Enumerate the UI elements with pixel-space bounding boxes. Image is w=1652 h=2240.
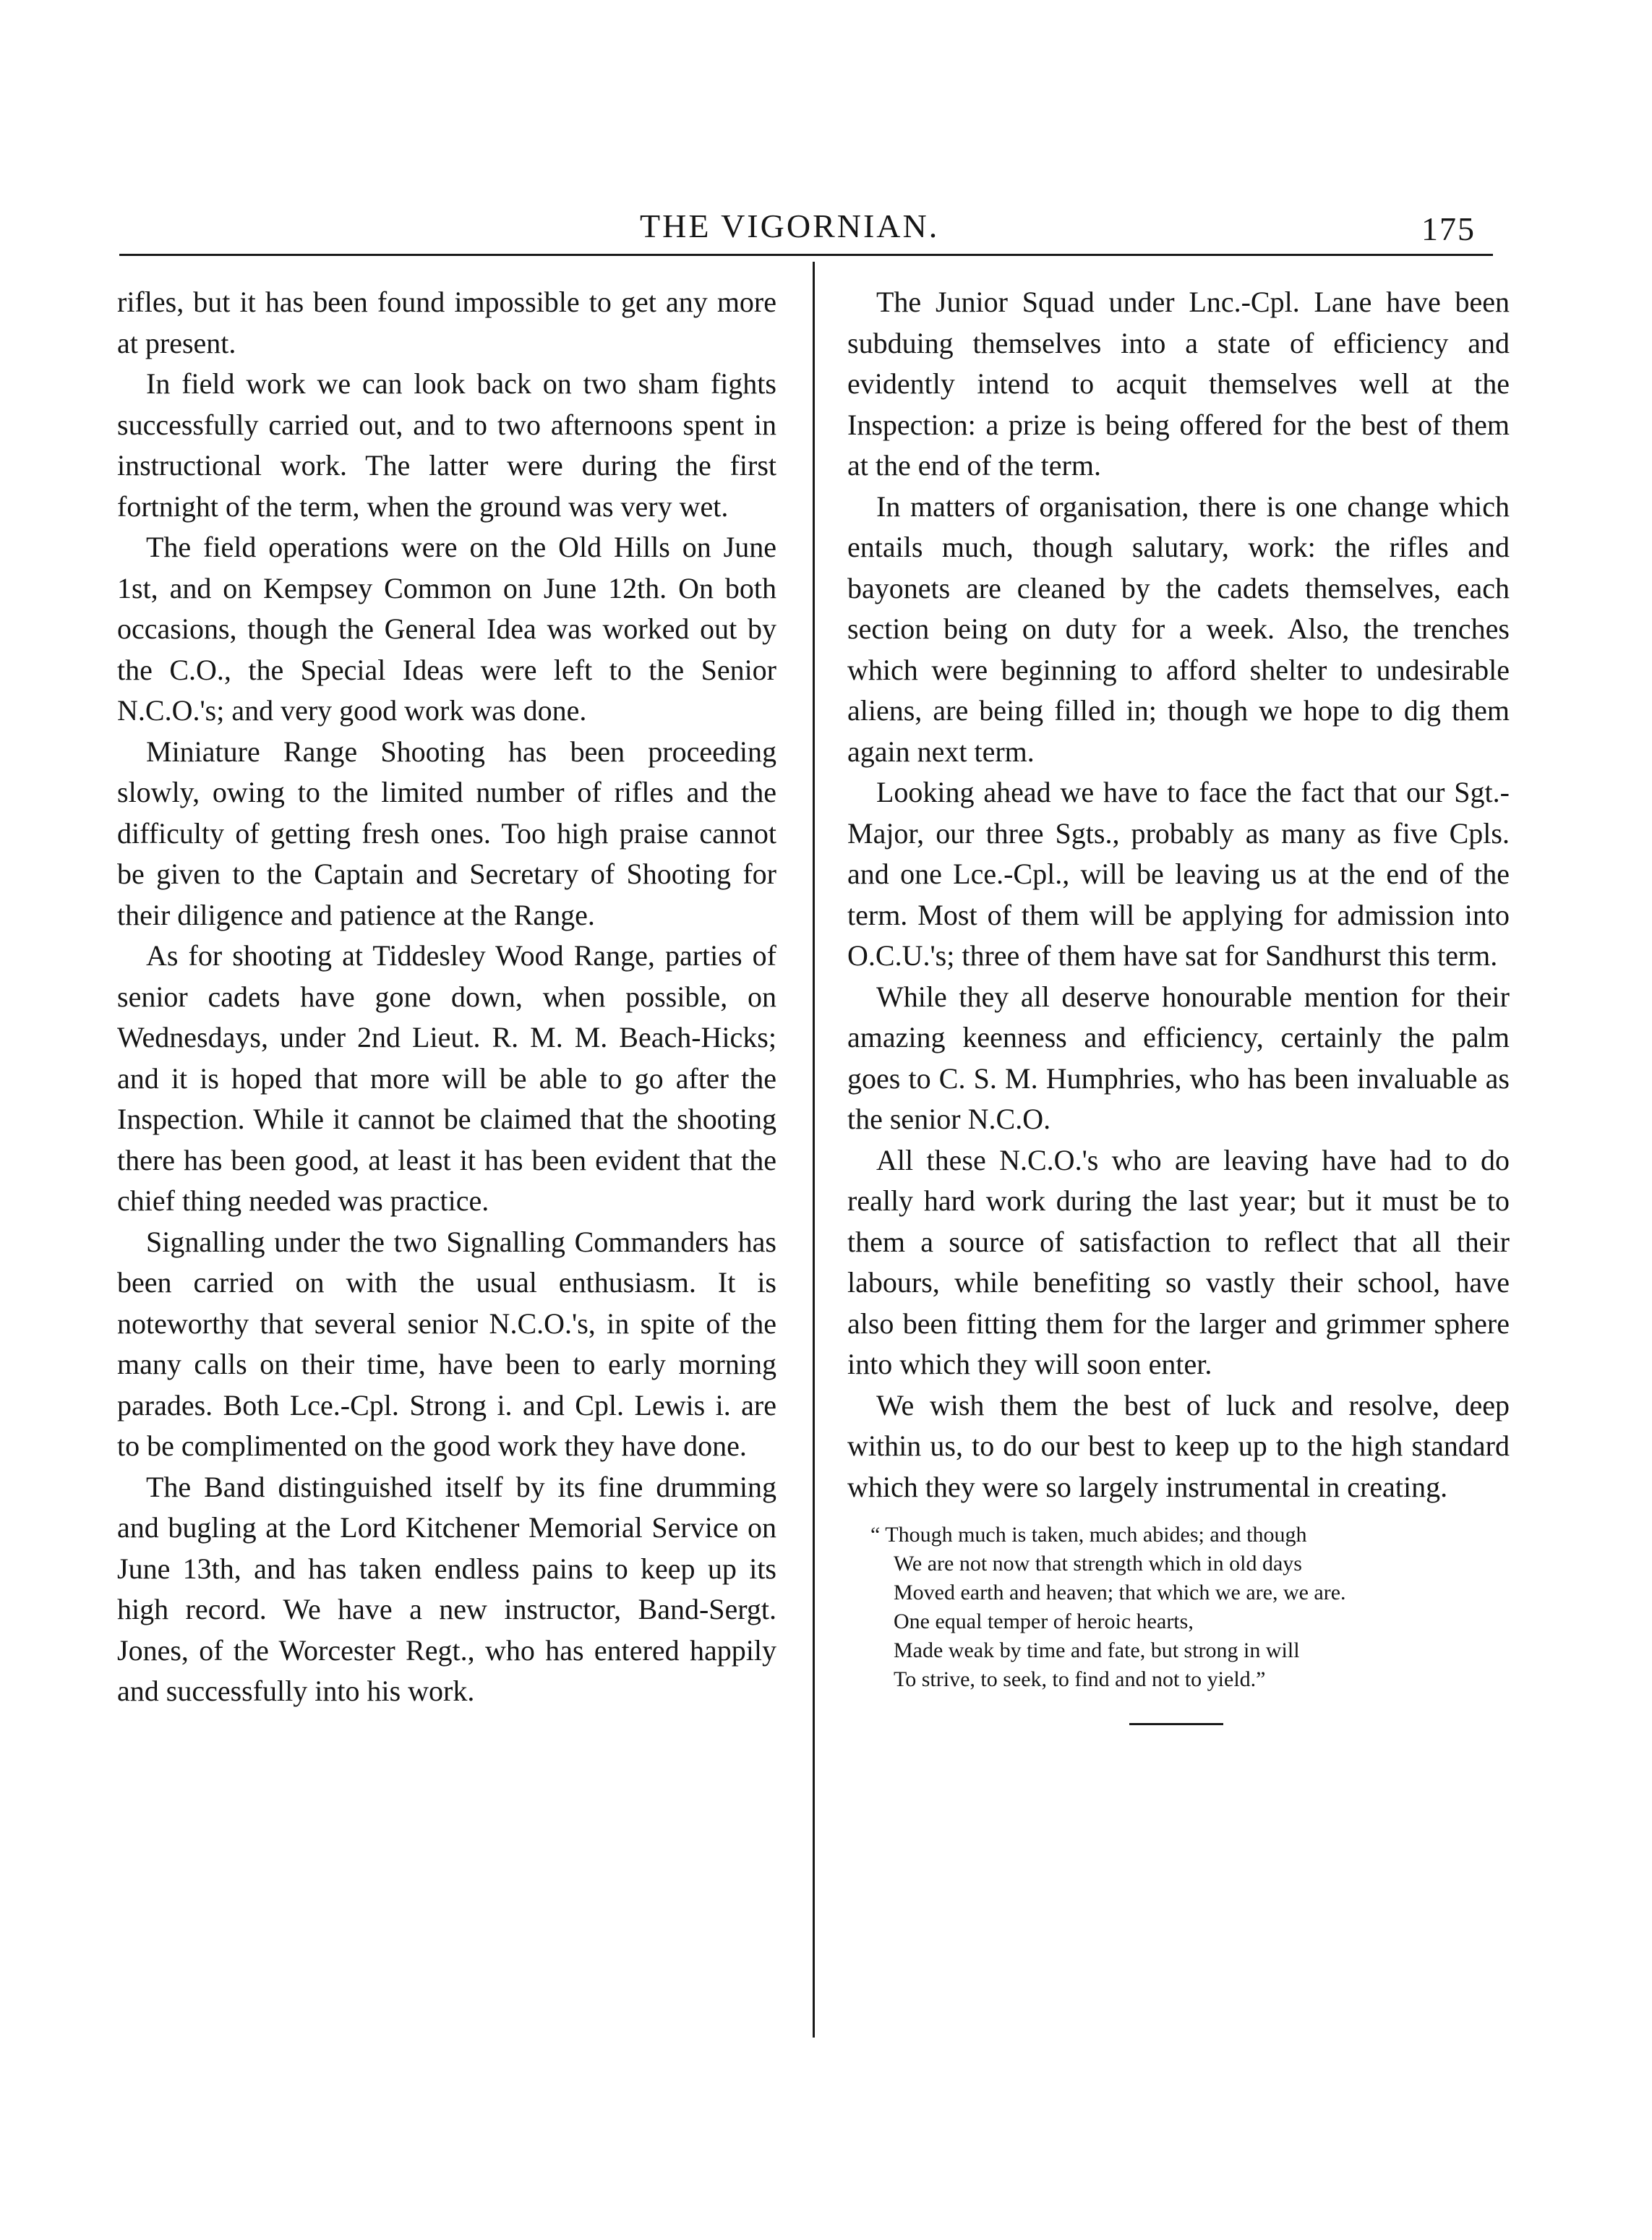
poem-line: We are not now that strength which in old days: [894, 1552, 1302, 1576]
left-column: [117, 282, 776, 1712]
page-number: 175: [1421, 210, 1476, 247]
paragraph: Signalling under the two Signalling Commanders has been carried on with the usual enthusiasm. It is noteworthy that several senior N.C.O.'s, in spite of the many calls on their time, have been to early morning parades. Both Lce.-Cpl. Strong i. and Cpl. Lewis i. are to be complimented on the good work they have done.: [117, 1225, 776, 1462]
poem-line: Moved earth and heaven; that which we are, we are.: [894, 1581, 1346, 1604]
header-rule: [119, 254, 1493, 256]
poem-quotation: [870, 1521, 1510, 1694]
poem-line: Made weak by time and fate, but strong in will: [894, 1638, 1300, 1662]
paragraph: We wish them the best of luck and resolve, deep within us, to do our best to keep up to the high standard which they were so largely instrumental in creating.: [847, 1388, 1510, 1503]
right-column: [847, 282, 1510, 1725]
paragraph: All these N.C.O.'s who are leaving have had to do really hard work during the last year; but it must be to them a source of satisfaction to reflect that all their labours, while benefiting so vastly their school, have also been fitting them for the larger and grimmer sphere into which they will soon enter.: [847, 1143, 1510, 1380]
end-rule: [1129, 1723, 1223, 1725]
paragraph: In field work we can look back on two sham fights successfully carried out, and to two afternoons spent in instructional work. The latter were during the first fortnight of the term, when the ground was very wet.: [117, 367, 776, 523]
paragraph: As for shooting at Tiddesley Wood Range, parties of senior cadets have gone down, when possible, on Wednesdays, under 2nd Lieut. R. M. M. Beach-Hicks; and it is hoped that more will be able to go after the Inspection. While it cannot be claimed that the shooting there has been good, at least it has been evident that the chief thing needed was practice.: [117, 939, 776, 1217]
paragraph: Miniature Range Shooting has been proceeding slowly, owing to the limited number of rifles and the difficulty of getting fresh ones. Too high praise cannot be given to the Captain and Secretary of Shooting for their diligence and patience at the Range.: [117, 735, 776, 931]
paragraph: In matters of organisation, there is one change which entails much, though salutary, work: the rifles and bayonets are cleaned by the cadets themselves, each section being on duty for a week. Also, the trenches which were beginning to afford shelter to undesirable aliens, are being filled in; though we hope to dig them again next term.: [847, 490, 1510, 768]
running-title: THE VIGORNIAN.: [640, 208, 940, 244]
paragraph: The field operations were on the Old Hills on June 1st, and on Kempsey Common on June 12th. On both occasions, though the General Idea was worked out by the C.O., the Special Ideas were left to the Senior N.C.O.'s; and very good work was done.: [117, 531, 776, 727]
paragraph: While they all deserve honourable mention for their amazing keenness and efficiency, certainly the palm goes to C. S. M. Humphries, who has been invaluable as the senior N.C.O.: [847, 980, 1510, 1135]
column-divider: [813, 262, 815, 2038]
paragraph: Looking ahead we have to face the fact that our Sgt.-Major, our three Sgts., probably as many as five Cpls. and one Lce.-Cpl., will be leaving us at the end of the term. Most of them will be applying for admission into O.C.U.'s; three of them have sat for Sandhurst this term.: [847, 776, 1510, 972]
poem-line: “ Though much is taken, much abides; and though: [870, 1523, 1307, 1547]
paragraph: rifles, but it has been found impossible to get any more at present.: [117, 286, 776, 359]
paragraph: The Band distinguished itself by its fine drumming and bugling at the Lord Kitchener Memorial Service on June 13th, and has taken endless pains to keep up its high record. We have a new instructor, Band-Sergt. Jones, of the Worcester Regt., who has entered happily and successfully into his work.: [117, 1470, 776, 1707]
paragraph: The Junior Squad under Lnc.-Cpl. Lane have been subduing themselves into a state of efficiency and evidently intend to acquit themselves well at the Inspection: a prize is being offered for the best of them at the end of the term.: [847, 286, 1510, 482]
page-header: [119, 194, 1493, 259]
poem-line: One equal temper of heroic hearts,: [894, 1610, 1194, 1633]
poem-line: To strive, to seek, to find and not to yield.”: [894, 1667, 1266, 1691]
